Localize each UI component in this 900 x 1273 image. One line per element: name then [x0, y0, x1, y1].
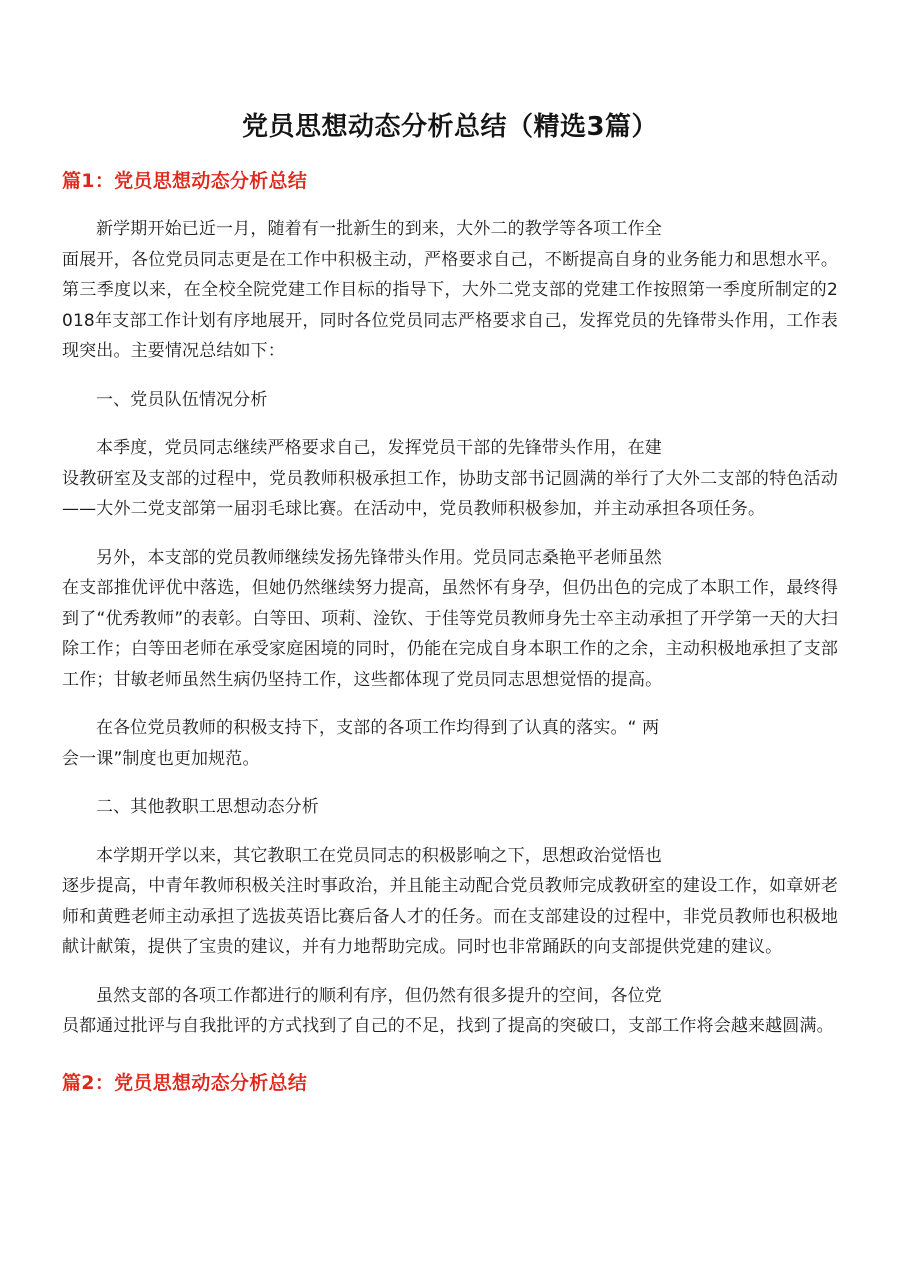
- paragraph-teacher-examples: [62, 525, 838, 696]
- paragraph-support-rest: 会一课”制度也更加规范。: [62, 748, 260, 769]
- paragraph-quarter-work-rest: 设教研室及支部的过程中，党员教师积极承担工作，协助支部书记圆满的举行了大外二支部的特色活动——大外二党支部第一届羽毛球比赛。在活动中，党员教师积极参加，并主动承担各项任务。: [62, 468, 838, 519]
- paragraph-other-staff: [62, 823, 838, 963]
- paragraph-conclusion-line1: 虽然支部的各项工作都进行的顺利有序，但仍然有很多提升的空间，各位党: [96, 985, 662, 1006]
- paragraph-support: [62, 695, 838, 774]
- paragraph-quarter-work-line1: 本季度，党员同志继续严格要求自己，发挥党员干部的先锋带头作用，在建: [96, 438, 662, 458]
- paragraph-conclusion: [62, 963, 838, 1042]
- paragraph-quarter-work: [62, 415, 838, 525]
- paragraph-support-line1: 在各位党员教师的积极支持下，支部的各项工作均得到了认真的落实。“ 两: [96, 718, 660, 738]
- paragraph-intro-rest: 面展开，各位党员同志更是在工作中积极主动，严格要求自己，不断提高自身的业务能力和思想水平。第三季度以来，在全校全院党建工作目标的指导下，大外二党支部的党建工作按照第一季度所制定的2018年支部工作计划有序地展开，同时各位党员同志严格要求自己，发挥党员的先锋带头作用，工作表现突出。主要情况总结如下：: [62, 249, 838, 361]
- section-heading-pian1: 篇1：党员思想动态分析总结: [62, 170, 308, 192]
- paragraph-other-staff-rest: 逐步提高，中青年教师积极关注时事政治，并且能主动配合党员教师完成教研室的建设工作，如章妍老师和黄甦老师主动承担了选拔英语比赛后备人才的任务。而在支部建设的过程中，非党员教师也积极地献计献策，提供了宝贵的建议，并有力地帮助完成。同时也非常踊跃的向支部提供党建的建议。: [62, 876, 838, 957]
- sub-heading-two: 二、其他教职工思想动态分析: [96, 797, 319, 817]
- paragraph-conclusion-rest: 员都通过批评与自我批评的方式找到了自己的不足，找到了提高的突破口，支部工作将会越来越圆满。: [62, 1016, 834, 1036]
- paragraph-intro: [62, 196, 838, 367]
- paragraph-intro-line1: 新学期开始已近一月，随着有一批新生的到来，大外二的教学等各项工作全: [96, 219, 662, 239]
- paragraph-teacher-examples-line1: 另外，本支部的党员教师继续发扬先锋带头作用。党员同志桑艳平老师虽然: [96, 547, 662, 568]
- page-title: 党员思想动态分析总结（精选3篇）: [241, 112, 659, 142]
- sub-heading-one: 一、党员队伍情况分析: [96, 389, 268, 410]
- section-heading-pian2: 篇2：党员思想动态分析总结: [62, 1071, 308, 1094]
- paragraph-other-staff-line1: 本学期开学以来，其它教职工在党员同志的积极影响之下，思想政治觉悟也: [96, 845, 662, 866]
- paragraph-teacher-examples-rest: 在支部推优评优中落选，但她仍然继续努力提高，虽然怀有身孕，但仍出色的完成了本职工作，最终得到了“优秀教师”的表彰。白等田、项莉、淦钦、于佳等党员教师身先士卒主动承担了开学第一天的大扫除工作；白等田老师在承受家庭困境的同时，仍能在完成自身本职工作的之余，主动积极地承担了支部工作；甘敏老师虽然生病仍坚持工作，这些都体现了党员同志思想觉悟的提高。: [62, 578, 838, 690]
